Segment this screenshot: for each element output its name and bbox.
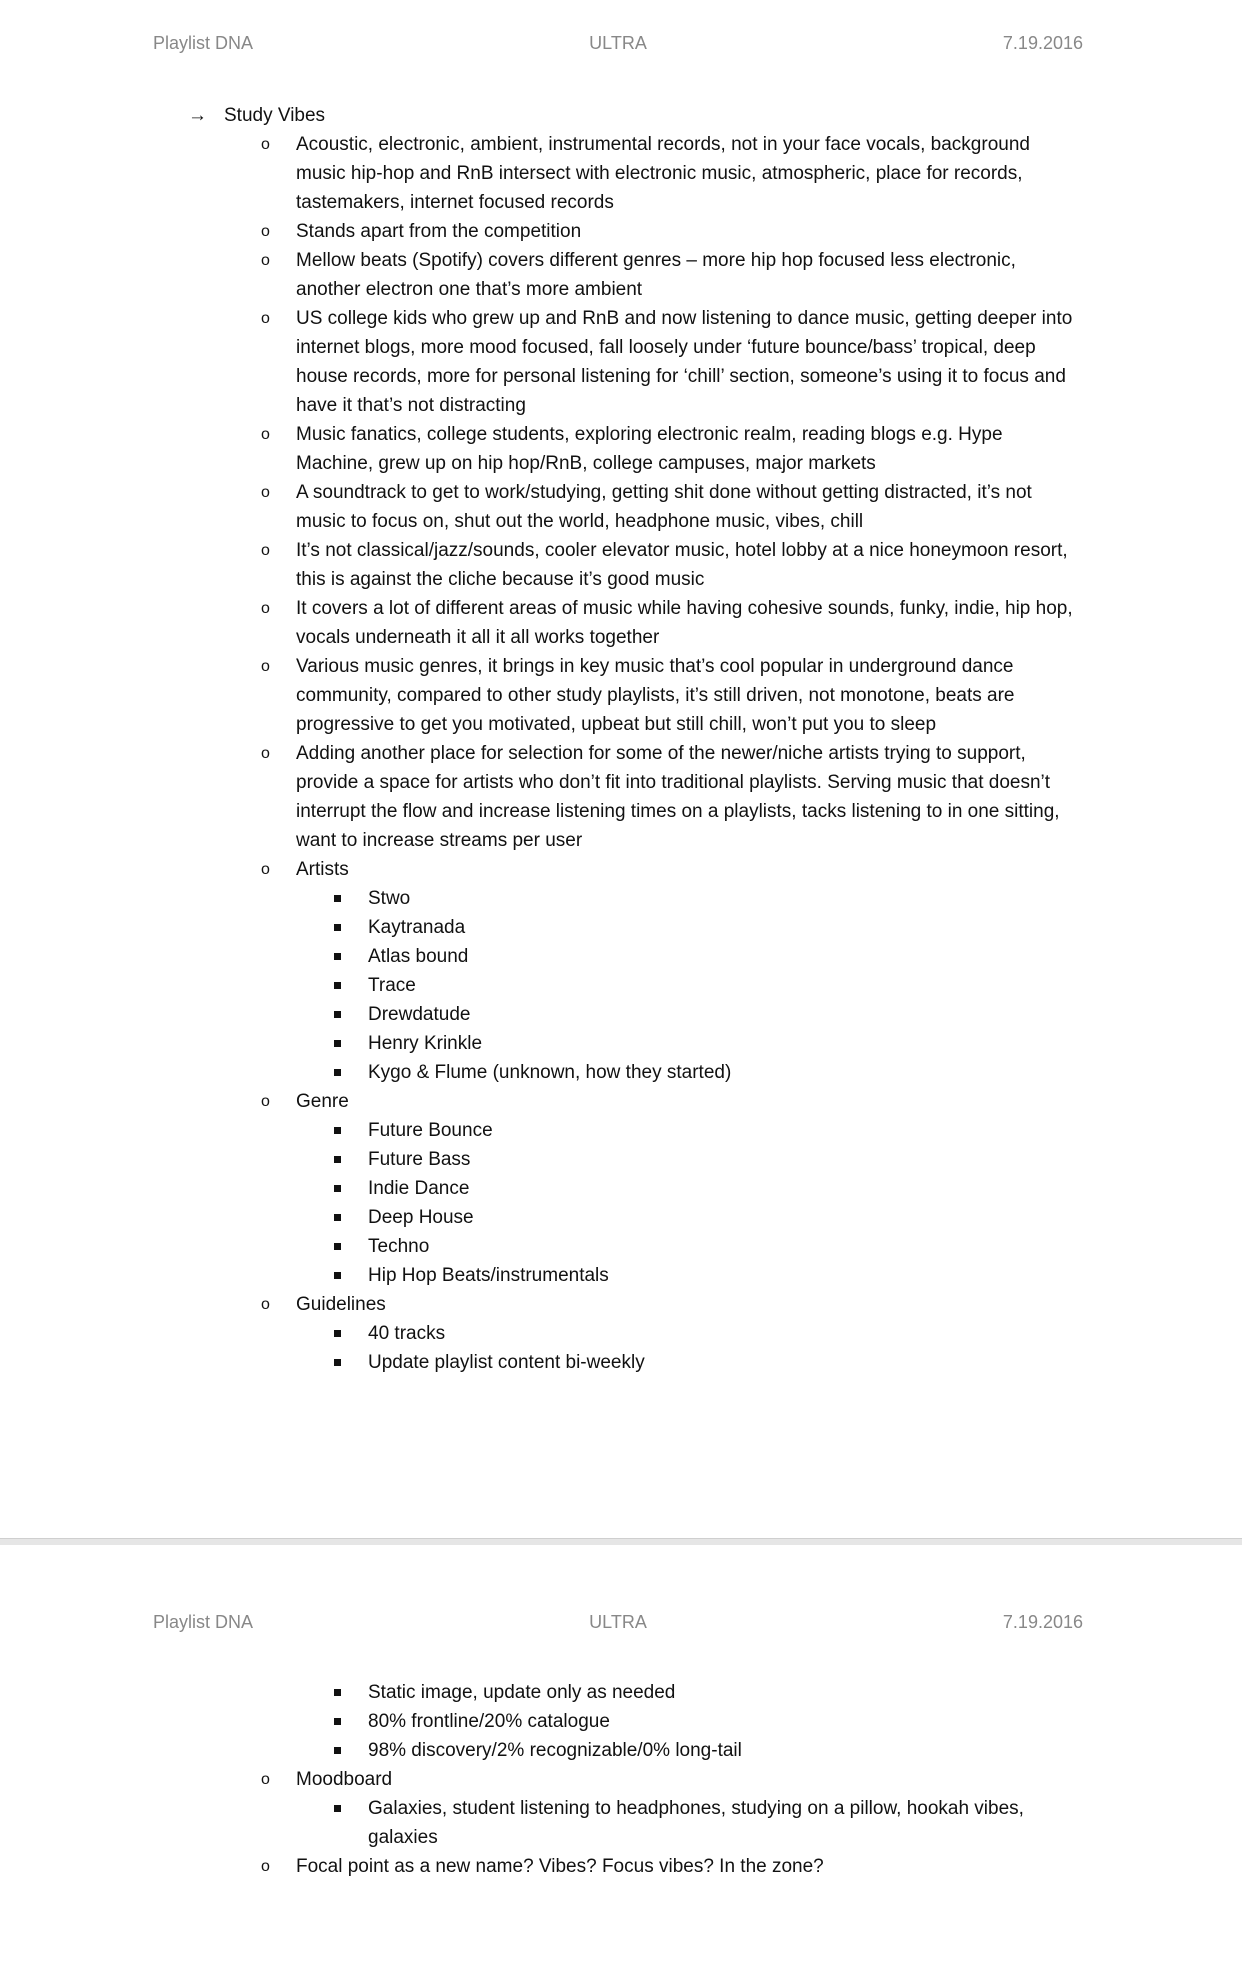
square-bullet-icon: [334, 1689, 341, 1696]
section-title: Study Vibes: [224, 105, 326, 126]
arrow-icon: →: [188, 105, 207, 126]
circle-bullet-icon: o: [261, 1093, 270, 1110]
artist-item: Atlas bound: [0, 942, 1242, 971]
page-2-content: [0, 1678, 1242, 1881]
circle-bullet-icon: o: [261, 484, 270, 501]
square-bullet-icon: [334, 1718, 341, 1725]
header-date: 7.19.2016: [1002, 1612, 1083, 1632]
list-item: o Adding another place for selection for some of the newer/niche artists trying to support, provide a space for artists who don’t fit into traditional playlists. Serving music that doesn’t interrupt the flow and increase listening times on a playlists, tacks listening to in one sitting, want to increase streams per user: [0, 739, 1242, 855]
artist-item: Drewdatude: [0, 1000, 1242, 1029]
moodboard-item: Galaxies, student listening to headphones, studying on a pillow, hookah vibes, galaxies: [0, 1794, 1242, 1852]
circle-bullet-icon: o: [261, 252, 270, 269]
guidelines-heading: o Guidelines: [0, 1290, 1242, 1319]
circle-bullet-icon: o: [261, 1296, 270, 1313]
document-page-2: [0, 1545, 1242, 1965]
square-bullet-icon: [334, 953, 341, 960]
list-item: o Mellow beats (Spotify) covers different genres – more hip hop focused less electronic, another electron one that’s more ambient: [0, 246, 1242, 304]
square-bullet-icon: [334, 1214, 341, 1221]
genre-item: Indie Dance: [0, 1174, 1242, 1203]
circle-bullet-icon: o: [261, 745, 270, 762]
square-bullet-icon: [334, 1011, 341, 1018]
circle-bullet-icon: o: [261, 426, 270, 443]
square-bullet-icon: [334, 1359, 341, 1366]
header-doc-title: Playlist DNA: [153, 1612, 254, 1632]
artists-heading: o Artists: [0, 855, 1242, 884]
header-brand: ULTRA: [589, 33, 647, 53]
genre-item: Hip Hop Beats/instrumentals: [0, 1261, 1242, 1290]
square-bullet-icon: [334, 1185, 341, 1192]
guideline-item: 40 tracks: [0, 1319, 1242, 1348]
page-header: [153, 33, 1083, 57]
guideline-item: Static image, update only as needed: [0, 1678, 1242, 1707]
square-bullet-icon: [334, 1747, 341, 1754]
square-bullet-icon: [334, 1330, 341, 1337]
guideline-item: 80% frontline/20% catalogue: [0, 1707, 1242, 1736]
header-brand: ULTRA: [589, 1612, 647, 1632]
guideline-item: 98% discovery/2% recognizable/0% long-tail: [0, 1736, 1242, 1765]
artist-item: Henry Krinkle: [0, 1029, 1242, 1058]
circle-bullet-icon: o: [261, 542, 270, 559]
header-doc-title: Playlist DNA: [153, 33, 254, 53]
list-item: o US college kids who grew up and RnB and now listening to dance music, getting deeper into internet blogs, more mood focused, fall loosely under ‘future bounce/bass’ tropical, deep house records, more for personal listening for ‘chill’ section, someone’s using it to focus and have it that’s not distracting: [0, 304, 1242, 420]
circle-bullet-icon: o: [261, 658, 270, 675]
page-1-content: [0, 101, 1242, 1377]
square-bullet-icon: [334, 1127, 341, 1134]
circle-bullet-icon: o: [261, 1858, 270, 1875]
square-bullet-icon: [334, 1069, 341, 1076]
square-bullet-icon: [334, 1272, 341, 1279]
list-item: o Acoustic, electronic, ambient, instrumental records, not in your face vocals, background music hip-hop and RnB intersect with electronic music, atmospheric, place for records, tastemakers, internet focused records: [0, 130, 1242, 217]
square-bullet-icon: [334, 1243, 341, 1250]
artist-item: Trace: [0, 971, 1242, 1000]
artist-item: Kaytranada: [0, 913, 1242, 942]
artist-item: Stwo: [0, 884, 1242, 913]
artist-item: Kygo & Flume (unknown, how they started): [0, 1058, 1242, 1087]
page-header: [153, 1612, 1083, 1636]
genre-item: Techno: [0, 1232, 1242, 1261]
section-heading: [0, 101, 1242, 130]
square-bullet-icon: [334, 1805, 341, 1812]
list-item: o A soundtrack to get to work/studying, getting shit done without getting distracted, it’s not music to focus on, shut out the world, headphone music, vibes, chill: [0, 478, 1242, 536]
genre-item: Future Bounce: [0, 1116, 1242, 1145]
list-item: o It covers a lot of different areas of music while having cohesive sounds, funky, indie, hip hop, vocals underneath it all it all works together: [0, 594, 1242, 652]
circle-bullet-icon: o: [261, 861, 270, 878]
square-bullet-icon: [334, 895, 341, 902]
moodboard-heading: o Moodboard: [0, 1765, 1242, 1794]
list-item: o Various music genres, it brings in key music that’s cool popular in underground dance community, compared to other study playlists, it’s still driven, not monotone, beats are progressive to get you motivated, upbeat but still chill, won’t put you to sleep: [0, 652, 1242, 739]
list-item: o Music fanatics, college students, exploring electronic realm, reading blogs e.g. Hype Machine, grew up on hip hop/RnB, college campuses, major markets: [0, 420, 1242, 478]
square-bullet-icon: [334, 982, 341, 989]
square-bullet-icon: [334, 1040, 341, 1047]
genre-item: Deep House: [0, 1203, 1242, 1232]
circle-bullet-icon: o: [261, 223, 270, 240]
list-item: o It’s not classical/jazz/sounds, cooler elevator music, hotel lobby at a nice honeymoon resort, this is against the cliche because it’s good music: [0, 536, 1242, 594]
header-date: 7.19.2016: [1002, 33, 1083, 53]
list-item: o Stands apart from the competition: [0, 217, 1242, 246]
guideline-item: Update playlist content bi-weekly: [0, 1348, 1242, 1377]
circle-bullet-icon: o: [261, 136, 270, 153]
square-bullet-icon: [334, 924, 341, 931]
list-item: o Focal point as a new name? Vibes? Focus vibes? In the zone?: [0, 1852, 1242, 1881]
circle-bullet-icon: o: [261, 1771, 270, 1788]
genre-heading: o Genre: [0, 1087, 1242, 1116]
circle-bullet-icon: o: [261, 310, 270, 327]
circle-bullet-icon: o: [261, 600, 270, 617]
genre-item: Future Bass: [0, 1145, 1242, 1174]
square-bullet-icon: [334, 1156, 341, 1163]
